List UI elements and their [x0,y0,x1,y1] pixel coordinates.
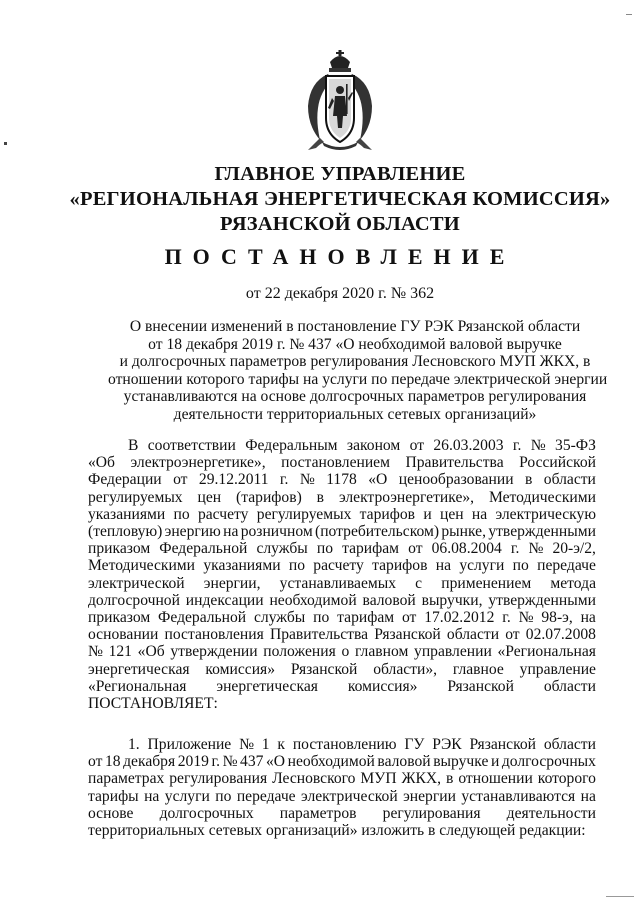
paragraph-line: долгосрочной индексации необходимой валовой выручки, утвержденными [88,591,596,609]
paragraph-line: В соответствии Федеральным законом от 26.03.2003 г. № 35-ФЗ [128,437,596,454]
paragraph-line: основании постановления Правительства Рязанской области от 02.07.2008 [88,626,596,644]
agency-name-line-1: ГЛАВНОЕ УПРАВЛЕНИЕ [214,163,466,185]
paragraph-line: (тепловую) энергию на розничном (потребительском) рынке, утвержденными [88,523,596,541]
scan-speck [4,142,7,145]
document-date-number: от 22 декабря 2020 г. № 362 [245,285,435,302]
scan-mark [626,14,632,15]
paragraph-line: регулируемых цен (тарифов) в электроэнергетике», Методическими [88,488,596,506]
paragraph-line: от 18 декабря 2019 г. № 437 «О необходимой валовой выручке и долгосрочных [88,753,596,771]
subject-line: отношении которого тарифы на услуги по передаче электрической энергии [108,370,608,388]
paragraph-line: Методическими указаниями по расчету тарифов на услуги по передаче [88,557,596,575]
paragraph-line: электрической энергии, устанавливаемых с применением метода [88,574,596,592]
paragraph-line: указаниями по расчету регулируемых тарифов и цен на электрическую [88,505,596,523]
paragraph-line: Федерации от 29.12.2011 г. № 1178 «О ценообразовании в области [88,471,596,489]
subject-line: О внесении изменений в постановление ГУ РЭК Рязанской области [129,318,581,335]
paragraph-line: тарифы на услуги по передаче электрической энергии устанавливаются на [88,787,596,805]
coat-of-arms-emblem [302,48,378,152]
preamble-paragraph [88,437,596,712]
paragraph-line: «Об электроэнергетике», постановлением Правительства Российской [88,454,596,472]
paragraph-line: № 121 «Об утверждении положения о главном управлении «Региональная [88,643,596,661]
paragraph-line: ПОСТАНОВЛЯЕТ: [88,695,218,713]
paragraph-line: территориальных сетевых организаций» изложить в следующей редакции: [88,822,586,840]
paragraph-line: параметрах регулирования Лесновского МУП ЖКХ, в отношении которого [88,770,596,788]
subject-line: устанавливаются на основе долгосрочных параметров регулирования [123,388,587,405]
paragraph-line: 1. Приложение № 1 к постановлению ГУ РЭК Рязанской области [128,736,596,753]
agency-name-line-3: РЯЗАНСКОЙ ОБЛАСТИ [220,213,460,235]
paragraph-line: приказом Федеральной службы по тарифам от 17.02.2012 г. № 98-э, на [88,609,596,627]
paragraph-line: энергетическая комиссия» Рязанской области», главное управление [88,660,596,678]
paragraph-line: основе долгосрочных параметров регулирования деятельности [88,804,596,822]
paragraph-line: «Региональная энергетическая комиссия» Рязанской области [88,677,596,695]
agency-name-line-2: «РЕГИОНАЛЬНАЯ ЭНЕРГЕТИЧЕСКАЯ КОМИССИЯ» [69,188,611,210]
document-subject [108,318,608,423]
item-1-paragraph [88,736,596,839]
subject-line: от 18 декабря 2019 г. № 437 «О необходимой валовой выручке [148,335,562,353]
document-type-title: ПОСТАНОВЛЕНИЕ [164,244,516,269]
paragraph-line: приказом Федеральной службы по тарифам от 06.08.2004 г. № 20-э/2, [88,540,596,558]
subject-line: деятельности территориальных сетевых организаций» [173,405,537,423]
scan-mark [606,896,634,897]
subject-line: и долгосрочных параметров регулирования Лесновского МУП ЖКХ, в [119,353,591,370]
